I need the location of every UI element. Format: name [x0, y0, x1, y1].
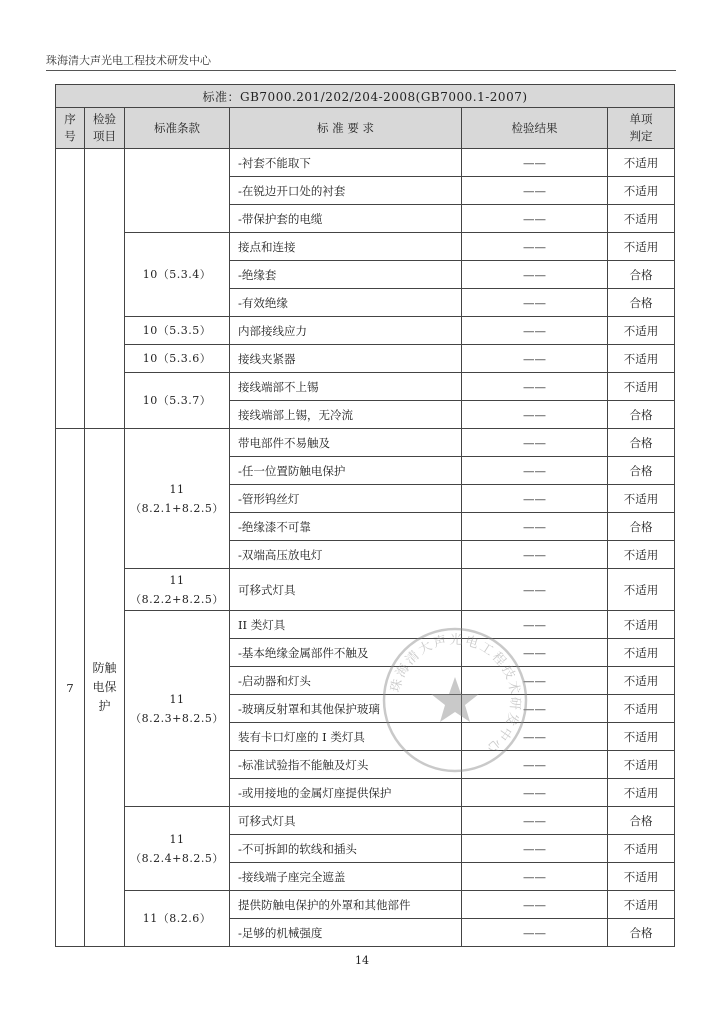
- clause-cell: [125, 569, 230, 611]
- requirement-cell: 内部接线应力: [230, 317, 462, 345]
- requirement-cell: 接线端部上锡，无冷流: [230, 401, 462, 429]
- table-row: [56, 149, 675, 177]
- table-row: [56, 345, 675, 373]
- result-cell: ——: [462, 723, 608, 751]
- requirement-cell: 可移式灯具: [230, 807, 462, 835]
- header-org-name: 珠海清大声光电工程技术研发中心: [46, 54, 211, 67]
- standard-title: 标准：GB7000.201/202/204-2008(GB7000.1-2007): [56, 85, 675, 108]
- result-cell: ——: [462, 569, 608, 611]
- requirement-cell: 接点和连接: [230, 233, 462, 261]
- col-requirement-header: 标 准 要 求: [230, 108, 462, 149]
- clause-line: 11（8.2.6）: [142, 912, 212, 925]
- col-item-line-1: 检验: [93, 112, 116, 126]
- clause-line: （8.2.2+8.2.5）: [130, 592, 224, 606]
- judgment-cell: 不适用: [608, 835, 675, 863]
- table-row: [56, 429, 675, 457]
- requirement-cell: -有效绝缘: [230, 289, 462, 317]
- table-row: [56, 317, 675, 345]
- item-cell-line: 护: [98, 699, 111, 713]
- col-item-header: [85, 108, 125, 149]
- col-judgment-header: [608, 108, 675, 149]
- judgment-cell: 合格: [608, 429, 675, 457]
- result-cell: ——: [462, 177, 608, 205]
- table-row: [56, 891, 675, 919]
- requirement-cell: 接线夹紧器: [230, 345, 462, 373]
- judgment-cell: 不适用: [608, 639, 675, 667]
- judgment-cell: 不适用: [608, 695, 675, 723]
- result-cell: ——: [462, 639, 608, 667]
- judgment-cell: 不适用: [608, 149, 675, 177]
- clause-line: 10（5.3.7）: [142, 394, 212, 407]
- requirement-cell: -标准试验指不能触及灯头: [230, 751, 462, 779]
- requirement-cell: -玻璃反射罩和其他保护玻璃: [230, 695, 462, 723]
- clause-cell: [125, 429, 230, 569]
- requirement-cell: -绝缘漆不可靠: [230, 513, 462, 541]
- result-cell: ——: [462, 891, 608, 919]
- clause-line: 11: [169, 573, 185, 587]
- judgment-cell: 不适用: [608, 205, 675, 233]
- judgment-cell: 合格: [608, 457, 675, 485]
- header-rule: [46, 70, 676, 71]
- requirement-cell: 提供防触电保护的外罩和其他部件: [230, 891, 462, 919]
- result-cell: ——: [462, 317, 608, 345]
- clause-cell: [125, 373, 230, 429]
- result-cell: ——: [462, 863, 608, 891]
- result-cell: ——: [462, 779, 608, 807]
- requirement-cell: -足够的机械强度: [230, 919, 462, 947]
- item-cell-line: 防触: [92, 661, 117, 675]
- item-cell-blank: [85, 149, 125, 429]
- result-cell: ——: [462, 205, 608, 233]
- result-cell: ——: [462, 261, 608, 289]
- table-row: [56, 807, 675, 835]
- table-row: [56, 569, 675, 611]
- judgment-cell: 不适用: [608, 233, 675, 261]
- judgment-cell: 不适用: [608, 177, 675, 205]
- result-cell: ——: [462, 457, 608, 485]
- clause-line: 11: [169, 692, 185, 706]
- table-row: [56, 233, 675, 261]
- result-cell: ——: [462, 149, 608, 177]
- page-number: 14: [355, 954, 369, 967]
- clause-cell: [125, 807, 230, 891]
- result-cell: ——: [462, 835, 608, 863]
- requirement-cell: 接线端部不上锡: [230, 373, 462, 401]
- requirement-cell: -双端高压放电灯: [230, 541, 462, 569]
- requirement-cell: -在锐边开口处的衬套: [230, 177, 462, 205]
- requirement-cell: -管形钨丝灯: [230, 485, 462, 513]
- result-cell: ——: [462, 345, 608, 373]
- requirement-cell: -或用接地的金属灯座提供保护: [230, 779, 462, 807]
- result-cell: ——: [462, 485, 608, 513]
- col-seq-line-1: 序: [64, 112, 76, 126]
- col-seq-header: [56, 108, 85, 149]
- clause-line: 11: [169, 482, 185, 496]
- result-cell: ——: [462, 667, 608, 695]
- result-cell: ——: [462, 401, 608, 429]
- judgment-cell: 合格: [608, 401, 675, 429]
- requirement-cell: -不可拆卸的软线和插头: [230, 835, 462, 863]
- judgment-cell: 不适用: [608, 723, 675, 751]
- clause-line: 11: [169, 832, 185, 846]
- requirement-cell: -接线端子座完全遮盖: [230, 863, 462, 891]
- inspection-table: [55, 84, 675, 947]
- result-cell: ——: [462, 513, 608, 541]
- table-row: [56, 611, 675, 639]
- judgment-cell: 不适用: [608, 373, 675, 401]
- clause-cell: [125, 317, 230, 345]
- result-cell: ——: [462, 289, 608, 317]
- judgment-cell: 不适用: [608, 667, 675, 695]
- judgment-cell: 合格: [608, 919, 675, 947]
- judgment-cell: 合格: [608, 807, 675, 835]
- judgment-cell: 不适用: [608, 569, 675, 611]
- result-cell: ——: [462, 695, 608, 723]
- col-judgment-line-2: 判定: [629, 129, 653, 143]
- clause-line: 10（5.3.5）: [142, 324, 212, 337]
- judgment-cell: 合格: [608, 513, 675, 541]
- judgment-cell: 不适用: [608, 751, 675, 779]
- col-judgment-line-1: 单项: [629, 112, 653, 126]
- requirement-cell: -衬套不能取下: [230, 149, 462, 177]
- seq-cell-blank: [56, 149, 85, 429]
- seq-cell: 7: [56, 429, 85, 947]
- result-cell: ——: [462, 429, 608, 457]
- result-cell: ——: [462, 611, 608, 639]
- table-row: [56, 373, 675, 401]
- judgment-cell: 不适用: [608, 485, 675, 513]
- judgment-cell: 不适用: [608, 541, 675, 569]
- requirement-cell: 带电部件不易触及: [230, 429, 462, 457]
- judgment-cell: 合格: [608, 289, 675, 317]
- clause-line: 10（5.3.6）: [142, 352, 212, 365]
- item-cell: [85, 429, 125, 947]
- requirement-cell: II 类灯具: [230, 611, 462, 639]
- clause-cell: [125, 611, 230, 807]
- clause-line: （8.2.1+8.2.5）: [130, 501, 224, 515]
- item-cell-line: 电保: [92, 680, 117, 694]
- seal-text: 珠海清大声光电工程技术研发中心: [388, 632, 523, 757]
- clause-line: 10（5.3.4）: [142, 268, 212, 281]
- result-cell: ——: [462, 233, 608, 261]
- judgment-cell: 不适用: [608, 345, 675, 373]
- clause-cell: [125, 891, 230, 947]
- requirement-cell: -基本绝缘金属部件不触及: [230, 639, 462, 667]
- requirement-cell: -带保护套的电缆: [230, 205, 462, 233]
- judgment-cell: 不适用: [608, 779, 675, 807]
- requirement-cell: -任一位置防触电保护: [230, 457, 462, 485]
- clause-cell: [125, 345, 230, 373]
- clause-line: （8.2.4+8.2.5）: [130, 851, 224, 865]
- col-item-line-2: 项目: [93, 129, 116, 143]
- result-cell: ——: [462, 751, 608, 779]
- requirement-cell: -绝缘套: [230, 261, 462, 289]
- judgment-cell: 不适用: [608, 863, 675, 891]
- result-cell: ——: [462, 541, 608, 569]
- result-cell: ——: [462, 807, 608, 835]
- col-clause-header: 标准条款: [125, 108, 230, 149]
- result-cell: ——: [462, 919, 608, 947]
- col-result-header: 检验结果: [462, 108, 608, 149]
- col-seq-line-2: 号: [64, 129, 76, 143]
- judgment-cell: 不适用: [608, 891, 675, 919]
- result-cell: ——: [462, 373, 608, 401]
- clause-cell: [125, 149, 230, 233]
- judgment-cell: 不适用: [608, 317, 675, 345]
- requirement-cell: 可移式灯具: [230, 569, 462, 611]
- clause-cell: [125, 233, 230, 317]
- judgment-cell: 不适用: [608, 611, 675, 639]
- clause-line: （8.2.3+8.2.5）: [130, 711, 224, 725]
- judgment-cell: 合格: [608, 261, 675, 289]
- requirement-cell: 装有卡口灯座的 I 类灯具: [230, 723, 462, 751]
- requirement-cell: -启动器和灯头: [230, 667, 462, 695]
